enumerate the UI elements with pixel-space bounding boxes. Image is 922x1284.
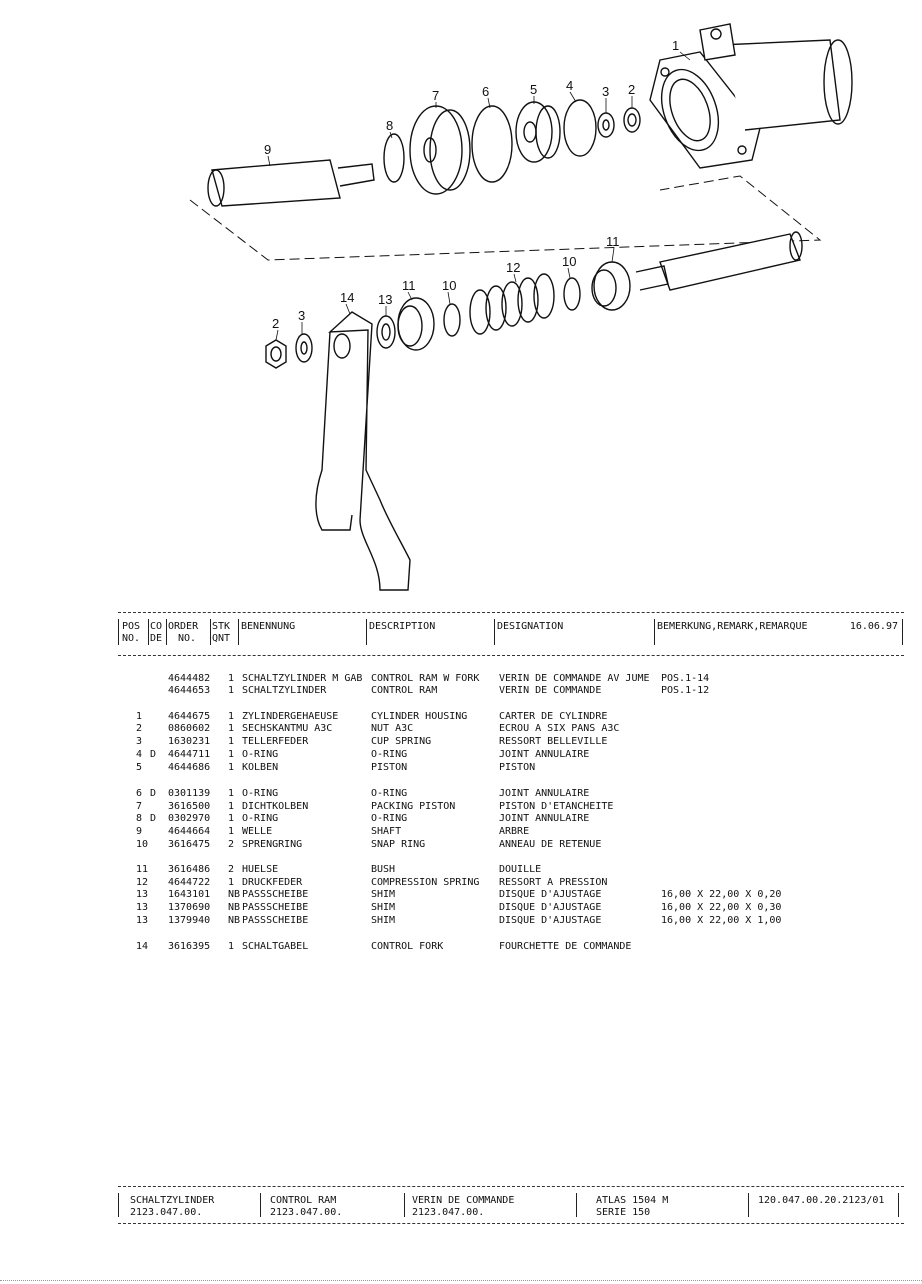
row-benennung: DRUCKFEDER: [242, 877, 303, 888]
callout-8: 8: [386, 118, 394, 133]
header-order: ORDER NO.: [168, 621, 199, 644]
footer-cell-french: VERIN DE COMMANDE 2123.047.00.: [412, 1195, 515, 1218]
table-row: [0, 863, 922, 876]
callout-10-left: 10: [442, 278, 457, 293]
table-row: [0, 812, 922, 825]
nut-top-drawing: [624, 108, 640, 132]
piston-drawing: [516, 102, 560, 162]
row-order: 1379940: [168, 915, 211, 926]
row-code: D: [150, 813, 157, 824]
row-qty: 1: [228, 762, 235, 773]
row-pos: 13: [136, 915, 149, 926]
row-description: CONTROL RAM: [371, 685, 438, 696]
callout-5: 5: [530, 82, 538, 97]
callout-11-right: 11: [606, 234, 620, 249]
row-pos: 5: [136, 762, 143, 773]
header-date: 16.06.97: [849, 621, 898, 632]
header-divider: [210, 619, 211, 645]
callout-10-right: 10: [562, 254, 577, 269]
row-designation: CARTER DE CYLINDRE: [499, 711, 608, 722]
row-order: 4644653: [168, 685, 211, 696]
row-pos: 14: [136, 941, 149, 952]
row-description: CONTROL RAM W FORK: [371, 673, 480, 684]
footer-divider: [260, 1193, 261, 1217]
table-row: [0, 940, 922, 953]
callout-6: 6: [482, 84, 490, 99]
row-qty: 1: [228, 736, 235, 747]
header-remark: BEMERKUNG,REMARK,REMARQUE: [657, 621, 808, 632]
bush-left-drawing: [398, 298, 434, 350]
row-designation: DISQUE D'AJUSTAGE: [499, 902, 602, 913]
header-divider: [366, 619, 367, 645]
row-description: O-RING: [371, 788, 408, 799]
row-qty: 1: [228, 711, 235, 722]
row-code: D: [150, 749, 157, 760]
table-row: [0, 722, 922, 735]
row-designation: VERIN DE COMMANDE AV JUME: [499, 673, 650, 684]
row-order: 4644711: [168, 749, 211, 760]
row-pos: 4: [136, 749, 143, 760]
row-benennung: WELLE: [242, 826, 273, 837]
row-description: O-RING: [371, 813, 408, 824]
row-designation: DISQUE D'AJUSTAGE: [499, 915, 602, 926]
row-pos: 11: [136, 864, 149, 875]
row-benennung: SCHALTZYLINDER: [242, 685, 327, 696]
row-benennung: PASSSCHEIBE: [242, 889, 309, 900]
row-qty: 1: [228, 723, 235, 734]
row-remark: POS.1-12: [661, 685, 710, 696]
row-order: 3616486: [168, 864, 211, 875]
callout-4: 4: [566, 78, 574, 93]
callout-13: 13: [378, 292, 393, 307]
table-row: [0, 838, 922, 851]
row-designation: PISTON D'ETANCHEITE: [499, 801, 614, 812]
row-designation: JOINT ANNULAIRE: [499, 813, 590, 824]
row-order: 4644686: [168, 762, 211, 773]
row-order: 1370690: [168, 902, 211, 913]
row-benennung: SECHSKANTMU A3C: [242, 723, 333, 734]
row-pos: 3: [136, 736, 143, 747]
row-qty: NB: [228, 915, 241, 926]
o-ring-8-drawing: [384, 134, 404, 182]
row-qty: 2: [228, 839, 235, 850]
row-benennung: O-RING: [242, 749, 279, 760]
header-qty: STK QNT: [212, 621, 231, 644]
row-order: 0301139: [168, 788, 211, 799]
page-footer: [118, 1186, 904, 1224]
row-remark: 16,00 X 22,00 X 0,20: [661, 889, 782, 900]
snap-ring-right-drawing: [564, 278, 580, 310]
row-description: SHIM: [371, 902, 396, 913]
row-qty: 1: [228, 826, 235, 837]
row-pos: 10: [136, 839, 149, 850]
row-designation: VERIN DE COMMANDE: [499, 685, 602, 696]
header-divider: [118, 619, 119, 645]
callout-14: 14: [340, 290, 355, 305]
row-benennung: PASSSCHEIBE: [242, 902, 309, 913]
compression-spring-drawing: [470, 274, 554, 334]
lower-shaft-drawing: [636, 232, 802, 290]
row-remark: POS.1-14: [661, 673, 710, 684]
table-row: [0, 735, 922, 748]
row-qty: NB: [228, 889, 241, 900]
row-order: 0302970: [168, 813, 211, 824]
header-divider: [654, 619, 655, 645]
callout-11-left: 11: [402, 278, 416, 293]
header-benennung: BENENNUNG: [241, 621, 296, 632]
callout-1: 1: [672, 38, 680, 53]
callout-9: 9: [264, 142, 272, 157]
row-pos: 13: [136, 902, 149, 913]
row-qty: 1: [228, 801, 235, 812]
row-description: BUSH: [371, 864, 396, 875]
header-divider: [166, 619, 167, 645]
row-qty: 1: [228, 813, 235, 824]
row-qty: NB: [228, 902, 241, 913]
row-benennung: SCHALTGABEL: [242, 941, 309, 952]
row-designation: PISTON: [499, 762, 536, 773]
row-description: PACKING PISTON: [371, 801, 456, 812]
row-designation: ANNEAU DE RETENUE: [499, 839, 602, 850]
row-designation: RESSORT A PRESSION: [499, 877, 608, 888]
row-description: PISTON: [371, 762, 408, 773]
header-divider: [238, 619, 239, 645]
row-order: 3616500: [168, 801, 211, 812]
footer-cell-docnumber: 120.047.00.20.2123/01: [758, 1195, 885, 1206]
row-qty: 1: [228, 749, 235, 760]
row-designation: JOINT ANNULAIRE: [499, 749, 590, 760]
row-benennung: SCHALTZYLINDER M GAB: [242, 673, 363, 684]
row-qty: 1: [228, 673, 235, 684]
row-benennung: O-RING: [242, 788, 279, 799]
snap-ring-left-drawing: [444, 304, 460, 336]
header-pos: POS NO.: [122, 621, 141, 644]
row-description: CYLINDER HOUSING: [371, 711, 468, 722]
row-order: 4644664: [168, 826, 211, 837]
row-order: 1643101: [168, 889, 211, 900]
row-qty: 2: [228, 864, 235, 875]
row-description: SHIM: [371, 915, 396, 926]
parts-table-header: [118, 612, 904, 656]
footer-cell-model: ATLAS 1504 M SERIE 150: [596, 1195, 669, 1218]
row-pos: 8: [136, 813, 143, 824]
row-benennung: HUELSE: [242, 864, 279, 875]
row-designation: DISQUE D'AJUSTAGE: [499, 889, 602, 900]
row-designation: FOURCHETTE DE COMMANDE: [499, 941, 632, 952]
callout-12: 12: [506, 260, 521, 275]
footer-divider: [118, 1193, 119, 1217]
table-row: [0, 684, 922, 697]
page-bottom-line: [0, 1280, 922, 1281]
row-qty: 1: [228, 877, 235, 888]
header-description: DESCRIPTION: [369, 621, 436, 632]
callout-2-left: 2: [272, 316, 280, 331]
row-pos: 13: [136, 889, 149, 900]
row-order: 1630231: [168, 736, 211, 747]
row-designation: RESSORT BELLEVILLE: [499, 736, 608, 747]
o-ring-6-drawing: [472, 106, 512, 182]
footer-cell-german: SCHALTZYLINDER 2123.047.00.: [130, 1195, 215, 1218]
row-remark: 16,00 X 22,00 X 0,30: [661, 902, 782, 913]
callout-3-left: 3: [298, 308, 306, 323]
footer-divider: [404, 1193, 405, 1217]
row-description: CUP SPRING: [371, 736, 432, 747]
row-qty: 1: [228, 788, 235, 799]
cup-spring-left-drawing: [296, 334, 312, 362]
row-designation: ARBRE: [499, 826, 530, 837]
row-pos: 6: [136, 788, 143, 799]
table-row: [0, 761, 922, 774]
header-divider: [494, 619, 495, 645]
row-pos: 9: [136, 826, 143, 837]
header-code: CO DE: [150, 621, 163, 644]
row-pos: 1: [136, 711, 143, 722]
row-qty: 1: [228, 941, 235, 952]
row-description: SHAFT: [371, 826, 402, 837]
footer-divider: [898, 1193, 899, 1217]
row-order: 3616395: [168, 941, 211, 952]
row-benennung: KOLBEN: [242, 762, 279, 773]
row-order: 4644722: [168, 877, 211, 888]
table-row: [0, 787, 922, 800]
row-qty: 1: [228, 685, 235, 696]
footer-cell-english: CONTROL RAM 2123.047.00.: [270, 1195, 343, 1218]
row-order: 0860602: [168, 723, 211, 734]
row-code: D: [150, 788, 157, 799]
row-pos: 12: [136, 877, 149, 888]
row-description: CONTROL FORK: [371, 941, 444, 952]
table-row: [0, 748, 922, 761]
row-description: SNAP RING: [371, 839, 426, 850]
row-description: SHIM: [371, 889, 396, 900]
row-remark: 16,00 X 22,00 X 1,00: [661, 915, 782, 926]
exploded-parts-diagram: [0, 0, 922, 600]
row-benennung: TELLERFEDER: [242, 736, 309, 747]
row-order: 4644482: [168, 673, 211, 684]
row-pos: 2: [136, 723, 143, 734]
footer-divider: [576, 1193, 577, 1217]
cylinder-housing-drawing: [650, 24, 852, 168]
row-description: NUT A3C: [371, 723, 414, 734]
row-benennung: PASSSCHEIBE: [242, 915, 309, 926]
row-benennung: O-RING: [242, 813, 279, 824]
row-benennung: ZYLINDERGEHAEUSE: [242, 711, 339, 722]
row-description: O-RING: [371, 749, 408, 760]
packing-piston-drawing: [410, 106, 470, 194]
shaft-drawing: [208, 160, 374, 206]
row-pos: 7: [136, 801, 143, 812]
table-row: [0, 825, 922, 838]
nut-left-drawing: [266, 340, 286, 368]
o-ring-4-drawing: [564, 100, 596, 156]
row-designation: JOINT ANNULAIRE: [499, 788, 590, 799]
table-row: [0, 901, 922, 914]
table-row: [0, 888, 922, 901]
header-divider: [902, 619, 903, 645]
row-benennung: SPRENGRING: [242, 839, 303, 850]
header-designation: DESIGNATION: [497, 621, 564, 632]
row-benennung: DICHTKOLBEN: [242, 801, 309, 812]
callout-7: 7: [432, 88, 440, 103]
callout-2: 2: [628, 82, 636, 97]
row-designation: ECROU A SIX PANS A3C: [499, 723, 620, 734]
row-order: 4644675: [168, 711, 211, 722]
row-description: COMPRESSION SPRING: [371, 877, 480, 888]
footer-divider: [748, 1193, 749, 1217]
header-divider: [148, 619, 149, 645]
cup-spring-top-drawing: [598, 113, 614, 137]
control-fork-drawing: [316, 312, 410, 590]
row-designation: DOUILLE: [499, 864, 542, 875]
row-order: 3616475: [168, 839, 211, 850]
shim-drawing: [377, 316, 395, 348]
table-row: [0, 914, 922, 927]
callout-3: 3: [602, 84, 610, 99]
bush-right-drawing: [592, 262, 630, 310]
